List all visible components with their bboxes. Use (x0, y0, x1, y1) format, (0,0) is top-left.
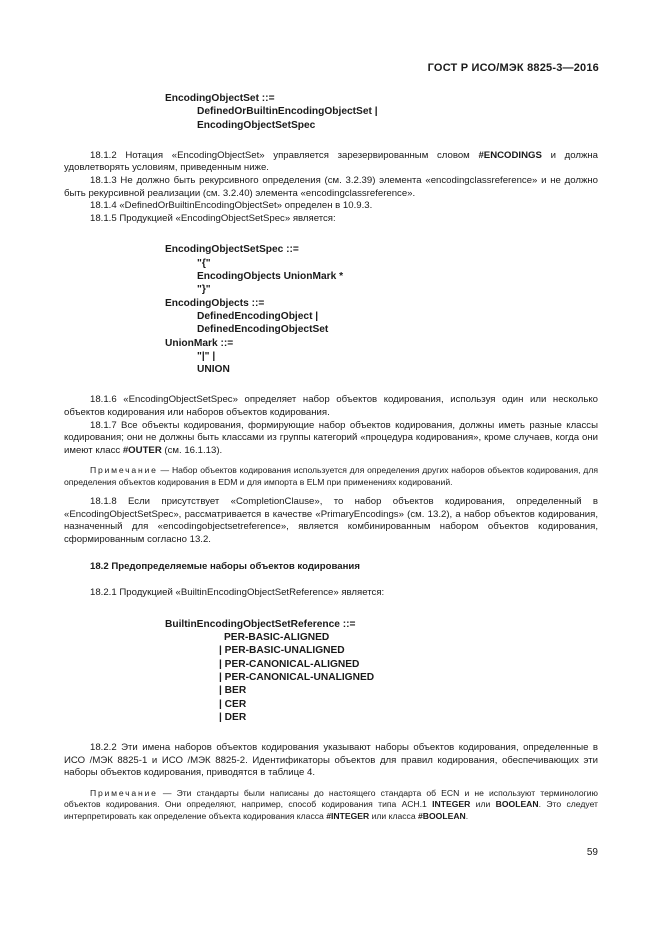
code-line: EncodingObjects UnionMark * (197, 271, 344, 283)
code-block-builtin-reference (64, 618, 598, 724)
code-line: | PER-CANONICAL-ALIGNED (219, 658, 360, 670)
paragraph-18-1-7: 18.1.7 Все объекты кодирования, формирующие набор объектов кодирования, должны иметь разные классы кодирования; они не должны быть классами из группы категорий «процедура кодирования», кроме случаев, когда они имеют класс #OUTER (см. 16.1.13). (64, 419, 598, 456)
code-line: UnionMark ::= (165, 337, 234, 349)
paragraph-18-1-3: 18.1.3 Не должно быть рекурсивного определения (см. 3.2.39) элемента «encodingclassreference» и не должно быть рекурсивной реализации (см. 3.2.40) элемента «encodingclassreference». (64, 175, 598, 199)
code-line: UNION (197, 364, 230, 376)
note-encoding-object-sets: Примечание — Набор объектов кодирования используется для определения других наборов объектов кодирования, для определения объектов кодирования в EDM и для импорта в ELM при применениях кодирований. (64, 465, 598, 487)
page-number: 59 (586, 847, 598, 858)
code-line: DefinedOrBuiltinEncodingObjectSet | (197, 106, 378, 118)
paragraph-18-1-8: 18.1.8 Если присутствует «CompletionClause», то набор объектов кодирования, определенный в «EncodingObjectSetSpec», рассматривается в качестве «PrimaryEncodings» (см. 13.2), а набор объектов кодирования, назначенный для «encodingobjectsetreference», является комбинированным набором объектов кодирования, сформированным согласно 13.2. (64, 496, 598, 545)
page-header-standard-title: ГОСТ Р ИСО/МЭК 8825-3—2016 (427, 62, 599, 74)
paragraph-18-1-6: 18.1.6 «EncodingObjectSetSpec» определяет набор объектов кодирования, используя один или несколько объектов кодирования или наборов объектов кодирования. (64, 394, 598, 419)
page-content (64, 92, 598, 822)
paragraph-18-2-1: 18.2.1 Продукцией «BuiltinEncodingObjectSetReference» является: (90, 587, 385, 599)
paragraph-18-1-5: 18.1.5 Продукцией «EncodingObjectSetSpec» является: (90, 212, 336, 224)
code-line: DefinedEncodingObjectSet (197, 324, 329, 336)
code-line: EncodingObjectSetSpec (197, 119, 316, 131)
code-line: EncodingObjectSet ::= (165, 93, 275, 104)
note-ecn-standards: Примечание — Эти стандарты были написаны до настоящего стандарта об ECN и не используют терминологию объектов кодирования. Они определяют, например, способ кодирования типа АСН.1 INTEGER или BOOLEAN. Это следует интерпретировать как определение объекта кодирования класса #INTEGER или класса #BOOLEAN. (64, 787, 598, 821)
code-line: | PER-CANONICAL-UNALIGNED (219, 671, 375, 683)
code-block-encoding-object-set (64, 92, 598, 132)
code-line: "|" | (197, 350, 216, 362)
code-line: DefinedEncodingObject | (197, 310, 319, 322)
paragraph-18-1-2: 18.1.2 Нотация «EncodingObjectSet» управляется зарезервированным словом #ENCODINGS и должна удовлетворять условиям, приведенным ниже. (64, 149, 599, 174)
code-line: EncodingObjects ::= (165, 297, 265, 309)
code-line: | PER-BASIC-UNALIGNED (219, 645, 345, 657)
paragraph-18-1-4: 18.1.4 «DefinedOrBuiltinEncodingObjectSet» определен в 10.9.3. (90, 200, 373, 212)
code-line: BuiltinEncodingObjectSetReference ::= (165, 618, 356, 630)
code-line: EncodingObjectSetSpec ::= (165, 244, 299, 256)
paragraph-18-2-2: 18.2.2 Эти имена наборов объектов кодирования указывают наборы объектов кодирования, определенные в ИСО /МЭК 8825-1 и ИСО /МЭК 8825-2. Идентификаторы объектов для правил кодирования, обеспечивающих эти наборы объектов кодирования, приводятся в таблице 4. (64, 742, 598, 779)
code-line: | CER (219, 698, 247, 710)
code-line: "{" (197, 257, 211, 269)
code-line: | DER (219, 711, 247, 723)
code-line: "}" (197, 284, 211, 296)
code-block-encoding-object-set-spec (64, 243, 598, 376)
section-heading-18-2: 18.2 Предопределяемые наборы объектов кодирования (90, 560, 360, 572)
code-line: | BER (219, 685, 247, 697)
code-line: PER-BASIC-ALIGNED (224, 632, 330, 644)
